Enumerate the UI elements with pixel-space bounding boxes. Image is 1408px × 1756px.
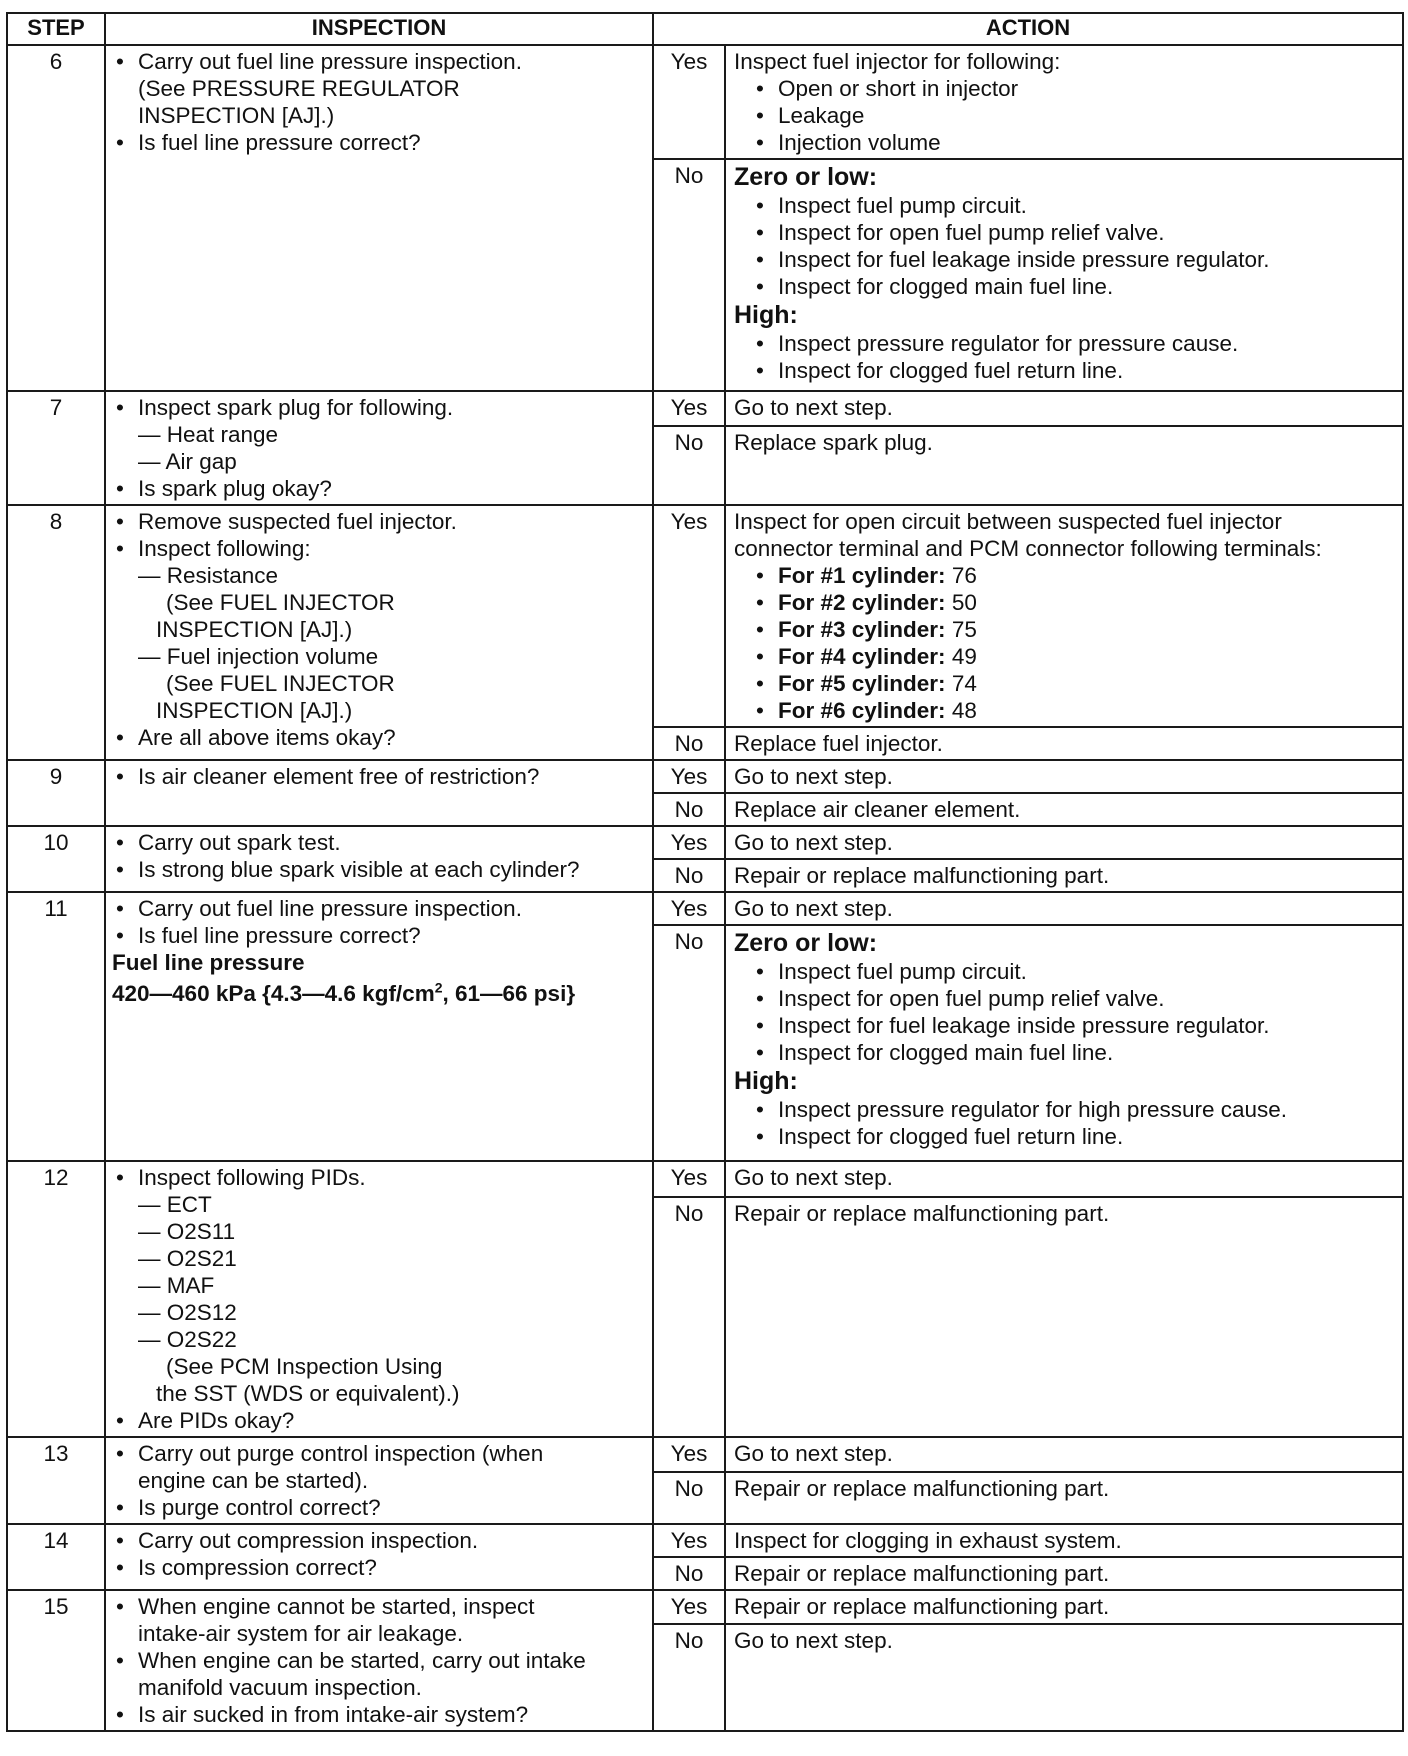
table-row-step-15: [7, 1590, 1403, 1624]
spec-superscript: 2: [434, 979, 443, 996]
no-label: No: [653, 793, 725, 826]
step-number: 14: [7, 1524, 105, 1590]
inspection-question: • Are PIDs okay?: [116, 1407, 646, 1434]
yes-action: Go to next step.: [725, 1437, 1403, 1472]
terminal-label: For #2 cylinder:: [778, 590, 946, 615]
inspection-subitem: — Fuel injection volume: [138, 644, 379, 669]
action-bullet: • Inspect for clogged main fuel line.: [734, 273, 1396, 300]
inspection-bullet: • Carry out fuel line pressure inspection.: [116, 48, 646, 75]
inspection-reference: (See PCM Inspection Using: [166, 1354, 443, 1379]
yes-label: Yes: [653, 1161, 725, 1197]
no-label: No: [653, 1624, 725, 1731]
inspection-question: • Is strong blue spark visible at each cylinder?: [116, 856, 646, 883]
terminal-label: For #6 cylinder:: [778, 698, 946, 723]
inspection-cell: [105, 45, 653, 391]
no-action-cell: [725, 925, 1403, 1161]
no-label: No: [653, 925, 725, 1161]
spec-value-main: 420—460 kPa {4.3—4.6 kgf/cm: [112, 981, 435, 1006]
pid-item: — O2S22: [138, 1327, 237, 1352]
yes-label: Yes: [653, 45, 725, 159]
inspection-reference: (See FUEL INJECTOR: [166, 671, 395, 696]
no-action: Repair or replace malfunctioning part.: [725, 859, 1403, 892]
terminal-value: 76: [951, 563, 977, 588]
step-number: 9: [7, 760, 105, 826]
yes-action: Inspect for clogging in exhaust system.: [725, 1524, 1403, 1557]
terminal-item: [734, 670, 1396, 697]
terminal-item: [734, 589, 1396, 616]
step-number: 6: [7, 45, 105, 391]
inspection-reference: (See FUEL INJECTOR: [166, 590, 395, 615]
table-row-step-7: [7, 391, 1403, 426]
inspection-bullet: • Inspect following PIDs.: [116, 1164, 646, 1191]
table-row-step-8: [7, 505, 1403, 727]
terminal-label: For #1 cylinder:: [778, 563, 946, 588]
inspection-cell: [105, 1161, 653, 1437]
inspection-subitem: — Resistance: [138, 563, 279, 588]
step-number: 7: [7, 391, 105, 505]
inspection-cell: [105, 1524, 653, 1590]
action-bullet: • Injection volume: [734, 129, 1396, 156]
inspection-reference: INSPECTION [AJ].): [156, 617, 353, 642]
inspection-subitem: — Air gap: [138, 449, 237, 474]
no-action: Replace fuel injector.: [725, 727, 1403, 760]
inspection-bullet: • When engine can be started, carry out intake: [116, 1647, 646, 1674]
inspection-bullet: • Carry out compression inspection.: [116, 1527, 646, 1554]
header-action: ACTION: [653, 13, 1403, 45]
yes-action: Go to next step.: [725, 1161, 1403, 1197]
header-inspection: INSPECTION: [105, 13, 653, 45]
action-bullet: • Inspect for fuel leakage inside pressure regulator.: [734, 1012, 1396, 1039]
table-row-step-9: [7, 760, 1403, 793]
action-heading: Zero or low:: [734, 929, 878, 957]
action-heading: High:: [734, 1067, 798, 1095]
inspection-bullet: • When engine cannot be started, inspect: [116, 1593, 646, 1620]
terminal-value: 75: [951, 617, 977, 642]
inspection-cell: [105, 892, 653, 1161]
yes-label: Yes: [653, 760, 725, 793]
inspection-reference: INSPECTION [AJ].): [156, 698, 353, 723]
step-number: 13: [7, 1437, 105, 1524]
yes-label: Yes: [653, 505, 725, 727]
inspection-cell: [105, 391, 653, 505]
pid-item: — O2S21: [138, 1246, 237, 1271]
header-step: STEP: [7, 13, 105, 45]
no-action: Repair or replace malfunctioning part.: [725, 1472, 1403, 1524]
inspection-question: • Are all above items okay?: [116, 724, 646, 751]
action-bullet: • Inspect pressure regulator for high pressure cause.: [734, 1096, 1396, 1123]
no-action: Replace air cleaner element.: [725, 793, 1403, 826]
action-bullet: • Inspect for clogged fuel return line.: [734, 357, 1396, 384]
action-heading: High:: [734, 301, 798, 329]
terminal-label: For #4 cylinder:: [778, 644, 946, 669]
no-label: No: [653, 159, 725, 391]
inspection-text: INSPECTION [AJ].): [138, 103, 335, 128]
inspection-cell: [105, 505, 653, 760]
step-number: 8: [7, 505, 105, 760]
yes-label: Yes: [653, 892, 725, 925]
action-bullet: • Inspect for open fuel pump relief valve.: [734, 219, 1396, 246]
inspection-cell: [105, 1590, 653, 1731]
terminal-item: [734, 616, 1396, 643]
inspection-question: • Is fuel line pressure correct?: [116, 129, 646, 156]
terminal-value: 74: [951, 671, 977, 696]
action-text: connector terminal and PCM connector following terminals:: [734, 536, 1322, 561]
inspection-cell: [105, 1437, 653, 1524]
inspection-text: manifold vacuum inspection.: [138, 1675, 422, 1700]
step-number: 12: [7, 1161, 105, 1437]
terminal-value: 48: [951, 698, 977, 723]
action-bullet: • Inspect for fuel leakage inside pressure regulator.: [734, 246, 1396, 273]
step-number: 11: [7, 892, 105, 1161]
yes-action-cell: [725, 45, 1403, 159]
action-bullet: • Leakage: [734, 102, 1396, 129]
no-label: No: [653, 727, 725, 760]
diagnostic-procedure-sheet: [6, 12, 1402, 1732]
table-row-step-11: [7, 892, 1403, 925]
inspection-reference: the SST (WDS or equivalent).): [156, 1381, 460, 1406]
inspection-bullet: • Carry out spark test.: [116, 829, 646, 856]
inspection-text: intake-air system for air leakage.: [138, 1621, 464, 1646]
inspection-bullet: • Carry out purge control inspection (when: [116, 1440, 646, 1467]
table-row-step-13: [7, 1437, 1403, 1472]
action-bullet: • Open or short in injector: [734, 75, 1396, 102]
yes-action: Go to next step.: [725, 826, 1403, 859]
pid-item: — O2S12: [138, 1300, 237, 1325]
yes-label: Yes: [653, 1590, 725, 1624]
pid-item: — O2S11: [138, 1219, 236, 1244]
action-heading: Zero or low:: [734, 163, 878, 191]
table-row-step-14: [7, 1524, 1403, 1557]
terminal-item: [734, 562, 1396, 589]
inspection-bullet: • Inspect following:: [116, 535, 646, 562]
terminal-item: [734, 643, 1396, 670]
step-number: 15: [7, 1590, 105, 1731]
no-label: No: [653, 1197, 725, 1437]
no-action: Repair or replace malfunctioning part.: [725, 1197, 1403, 1437]
terminal-value: 50: [951, 590, 977, 615]
no-label: No: [653, 426, 725, 505]
action-bullet: • Inspect for clogged main fuel line.: [734, 1039, 1396, 1066]
step-number: 10: [7, 826, 105, 892]
table-row-step-10: [7, 826, 1403, 859]
no-label: No: [653, 1557, 725, 1590]
action-bullet: • Inspect pressure regulator for pressure cause.: [734, 330, 1396, 357]
no-label: No: [653, 859, 725, 892]
yes-label: Yes: [653, 1437, 725, 1472]
no-action-cell: [725, 159, 1403, 391]
action-bullet: • Inspect fuel pump circuit.: [734, 192, 1396, 219]
no-label: No: [653, 1472, 725, 1524]
terminal-label: For #3 cylinder:: [778, 617, 946, 642]
inspection-question: • Is compression correct?: [116, 1554, 646, 1581]
inspection-bullet: • Inspect spark plug for following.: [116, 394, 646, 421]
action-bullet: • Inspect fuel pump circuit.: [734, 958, 1396, 985]
table-row-step-12: [7, 1161, 1403, 1197]
no-action: Repair or replace malfunctioning part.: [725, 1557, 1403, 1590]
inspection-bullet: • Carry out fuel line pressure inspection.: [116, 895, 646, 922]
yes-action-cell: [725, 505, 1403, 727]
no-action: Go to next step.: [725, 1624, 1403, 1731]
inspection-text: (See PRESSURE REGULATOR: [138, 76, 460, 101]
yes-action: Go to next step.: [725, 892, 1403, 925]
inspection-question: • Is purge control correct?: [116, 1494, 646, 1521]
pid-item: — MAF: [138, 1273, 215, 1298]
action-bullet: • Inspect for clogged fuel return line.: [734, 1123, 1396, 1150]
no-action: Replace spark plug.: [725, 426, 1403, 505]
inspection-question: • Is air sucked in from intake-air system?: [116, 1701, 646, 1728]
yes-action: Go to next step.: [725, 760, 1403, 793]
yes-label: Yes: [653, 391, 725, 426]
inspection-question: • Is fuel line pressure correct?: [116, 922, 646, 949]
inspection-text: engine can be started).: [138, 1468, 369, 1493]
action-text: Inspect fuel injector for following:: [734, 49, 1061, 74]
inspection-cell: [105, 826, 653, 892]
table-row-step-6: [7, 45, 1403, 159]
inspection-subitem: — Heat range: [138, 422, 279, 447]
yes-label: Yes: [653, 826, 725, 859]
yes-action: Go to next step.: [725, 391, 1403, 426]
inspection-question: • Is air cleaner element free of restriction?: [116, 763, 646, 790]
terminal-value: 49: [951, 644, 977, 669]
spec-title: Fuel line pressure: [112, 950, 305, 975]
terminal-item: [734, 697, 1396, 724]
yes-action: Repair or replace malfunctioning part.: [725, 1590, 1403, 1624]
inspection-bullet: • Remove suspected fuel injector.: [116, 508, 646, 535]
diagnostic-table: [6, 12, 1404, 1732]
spec-value: [112, 980, 646, 1007]
inspection-cell: [105, 760, 653, 826]
action-text: Inspect for open circuit between suspected fuel injector: [734, 509, 1282, 534]
spec-value-rest: , 61—66 psi}: [442, 981, 576, 1006]
yes-label: Yes: [653, 1524, 725, 1557]
pid-item: — ECT: [138, 1192, 212, 1217]
table-header-row: [7, 13, 1403, 45]
terminal-label: For #5 cylinder:: [778, 671, 946, 696]
inspection-question: • Is spark plug okay?: [116, 475, 646, 502]
action-bullet: • Inspect for open fuel pump relief valve.: [734, 985, 1396, 1012]
